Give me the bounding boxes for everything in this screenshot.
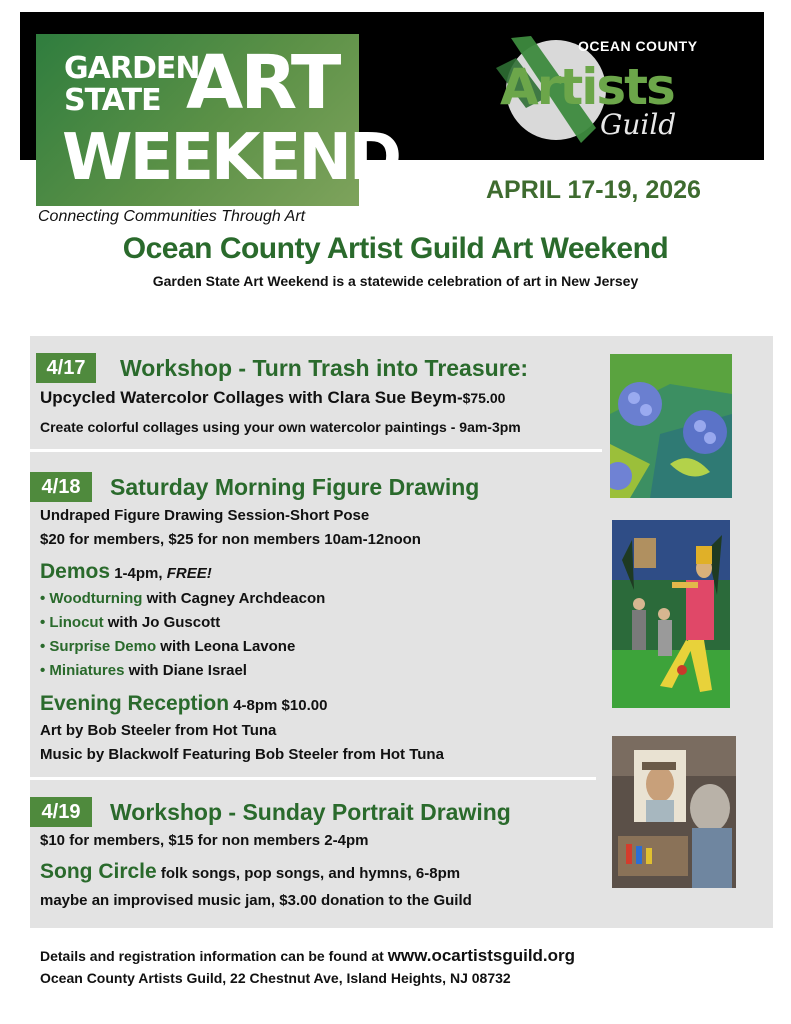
day3-line3: maybe an improvised music jam, $3.00 donation to the Guild — [40, 892, 472, 909]
watercolor-collage-image — [610, 354, 732, 498]
demo-artist: with Jo Guscott — [103, 614, 221, 631]
demo-bullet: • — [40, 662, 50, 679]
demo-artist: with Cagney Archdeacon — [142, 590, 326, 607]
page-subtitle: Garden State Art Weekend is a statewide celebration of art in New Jersey — [152, 273, 639, 289]
demos-label: Demos — [40, 560, 111, 583]
reception-line2: Music by Blackwolf Featuring Bob Steeler from Hot Tuna — [40, 746, 444, 763]
gsaw-line-garden: GARDEN — [64, 51, 200, 86]
divider-1 — [30, 449, 602, 452]
logo-artists: Artists — [500, 58, 674, 116]
demo-name: Miniatures — [49, 662, 125, 679]
figure-painting-image — [612, 520, 730, 708]
demo-bullet: • — [40, 638, 50, 655]
day2-heading: Saturday Morning Figure Drawing — [110, 474, 480, 500]
day1-line1 — [40, 388, 505, 408]
demo-bullet: • — [40, 614, 50, 631]
day3-line1: $10 for members, $15 for non members 2-4pm — [40, 832, 369, 849]
date-badge-4-18: 4/18 — [30, 472, 92, 502]
day1-title-text: Upcycled Watercolor Collages with Clara Sue Beym- — [40, 388, 463, 407]
footer-details — [40, 946, 575, 966]
song-circle-heading — [40, 860, 460, 884]
divider-2 — [30, 777, 596, 780]
reception-line1: Art by Bob Steeler from Hot Tuna — [40, 722, 277, 739]
demos-free: FREE! — [166, 565, 212, 582]
demo-artist: with Leona Lavone — [156, 638, 296, 655]
logo-ocean-county: OCEAN COUNTY — [578, 38, 698, 54]
logo-guild: Guild — [600, 108, 677, 141]
demo-name: Woodturning — [49, 590, 143, 607]
day1-heading: Workshop - Turn Trash into Treasure: — [120, 355, 529, 381]
page-title: Ocean County Artist Guild Art Weekend — [122, 232, 669, 265]
day2-line2: $20 for members, $25 for non members 10am-12noon — [40, 531, 421, 548]
demos-heading — [40, 560, 212, 584]
demo-item — [40, 638, 295, 655]
footer-address: Ocean County Artists Guild, 22 Chestnut Ave, Island Heights, NJ 08732 — [40, 970, 511, 986]
demo-artist: with Diane Israel — [124, 662, 247, 679]
footer-website-link[interactable]: www.ocartistsguild.org — [387, 946, 576, 965]
gsaw-line-state: STATE — [64, 83, 161, 118]
day1-line2: Create colorful collages using your own watercolor paintings - 9am-3pm — [40, 419, 521, 435]
day1-price: $75.00 — [462, 390, 506, 406]
demo-item — [40, 662, 247, 679]
day3-heading: Workshop - Sunday Portrait Drawing — [110, 799, 511, 825]
demo-item — [40, 590, 325, 607]
garden-state-art-weekend-logo — [36, 34, 400, 206]
reception-time: 4-8pm $10.00 — [229, 697, 328, 714]
day2-line1: Undraped Figure Drawing Session-Short Pose — [40, 507, 370, 524]
demo-name: Linocut — [49, 614, 104, 631]
demo-bullet: • — [40, 590, 50, 607]
demos-time: 1-4pm, — [110, 565, 167, 582]
demo-name: Surprise Demo — [49, 638, 157, 655]
tagline: Connecting Communities Through Art — [38, 208, 306, 225]
footer-details-text: Details and registration information can be found at — [40, 948, 388, 964]
song-circle-detail: folk songs, pop songs, and hymns, 6-8pm — [156, 865, 461, 882]
gsaw-line-weekend: WEEKEND — [62, 121, 400, 195]
date-badge-4-19: 4/19 — [30, 797, 92, 827]
event-date: APRIL 17-19, 2026 — [486, 176, 701, 204]
demo-item — [40, 614, 220, 631]
reception-heading — [40, 692, 327, 716]
song-circle-label: Song Circle — [40, 860, 157, 883]
portrait-drawing-image — [612, 736, 736, 888]
reception-label: Evening Reception — [40, 692, 230, 715]
date-badge-4-17: 4/17 — [36, 353, 96, 383]
gsaw-line-art: ART — [186, 40, 339, 126]
